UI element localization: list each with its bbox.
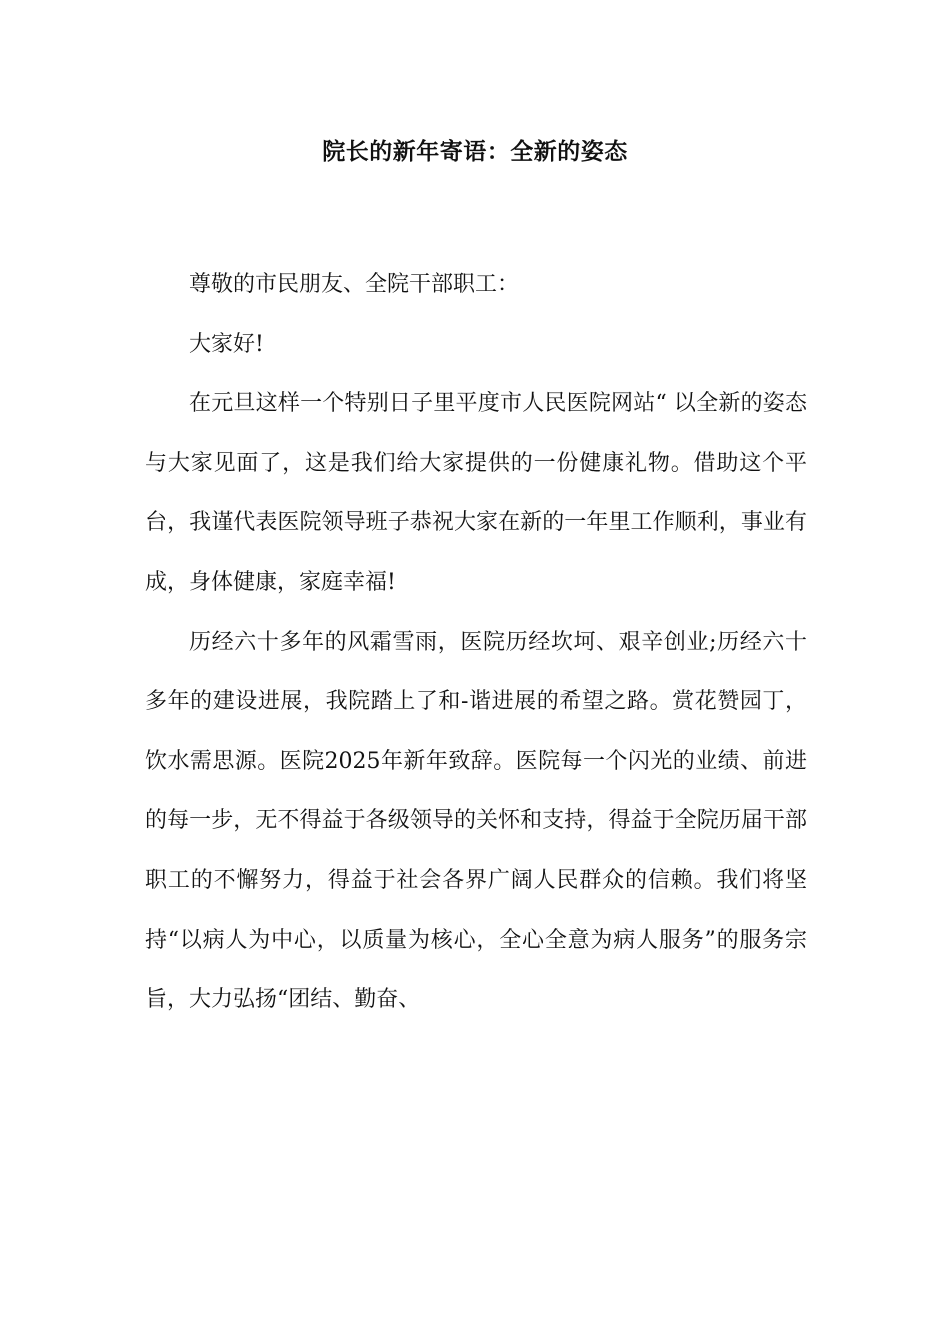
body-paragraph: 历经六十多年的风霜雪雨，医院历经坎坷、艰辛创业;历经六十多年的建设进展，我院踏上了和-谐进展的希望之路。赏花赞园丁，饮水需思源。医院2025年新年致辞。医院每一个闪光的业绩、前进的每一步，无不得益于各级领导的关怀和支持，得益于全院历届干部职工的不懈努力，得益于社会各界广阔人民群众的信赖。我们将坚持“以病人为中心，以质量为核心，全心全意为病人服务”的服务宗旨，大力弘扬“团结、勤奋、: [145, 629, 807, 1013]
salutation-paragraph: 尊敬的市民朋友、全院干部职工：: [189, 272, 520, 297]
document-title: 院长的新年寄语：全新的姿态: [322, 139, 628, 165]
body-paragraph: 在元旦这样一个特别日子里平度市人民医院网站“ 以全新的姿态与大家见面了，这是我们给大家提供的一份健康礼物。借助这个平台，我谨代表医院领导班子恭祝大家在新的一年里工作顺利，事业有成，身体健康，家庭幸福!: [145, 391, 807, 595]
document-body: [145, 255, 807, 1030]
greeting-paragraph: 大家好!: [189, 331, 264, 357]
